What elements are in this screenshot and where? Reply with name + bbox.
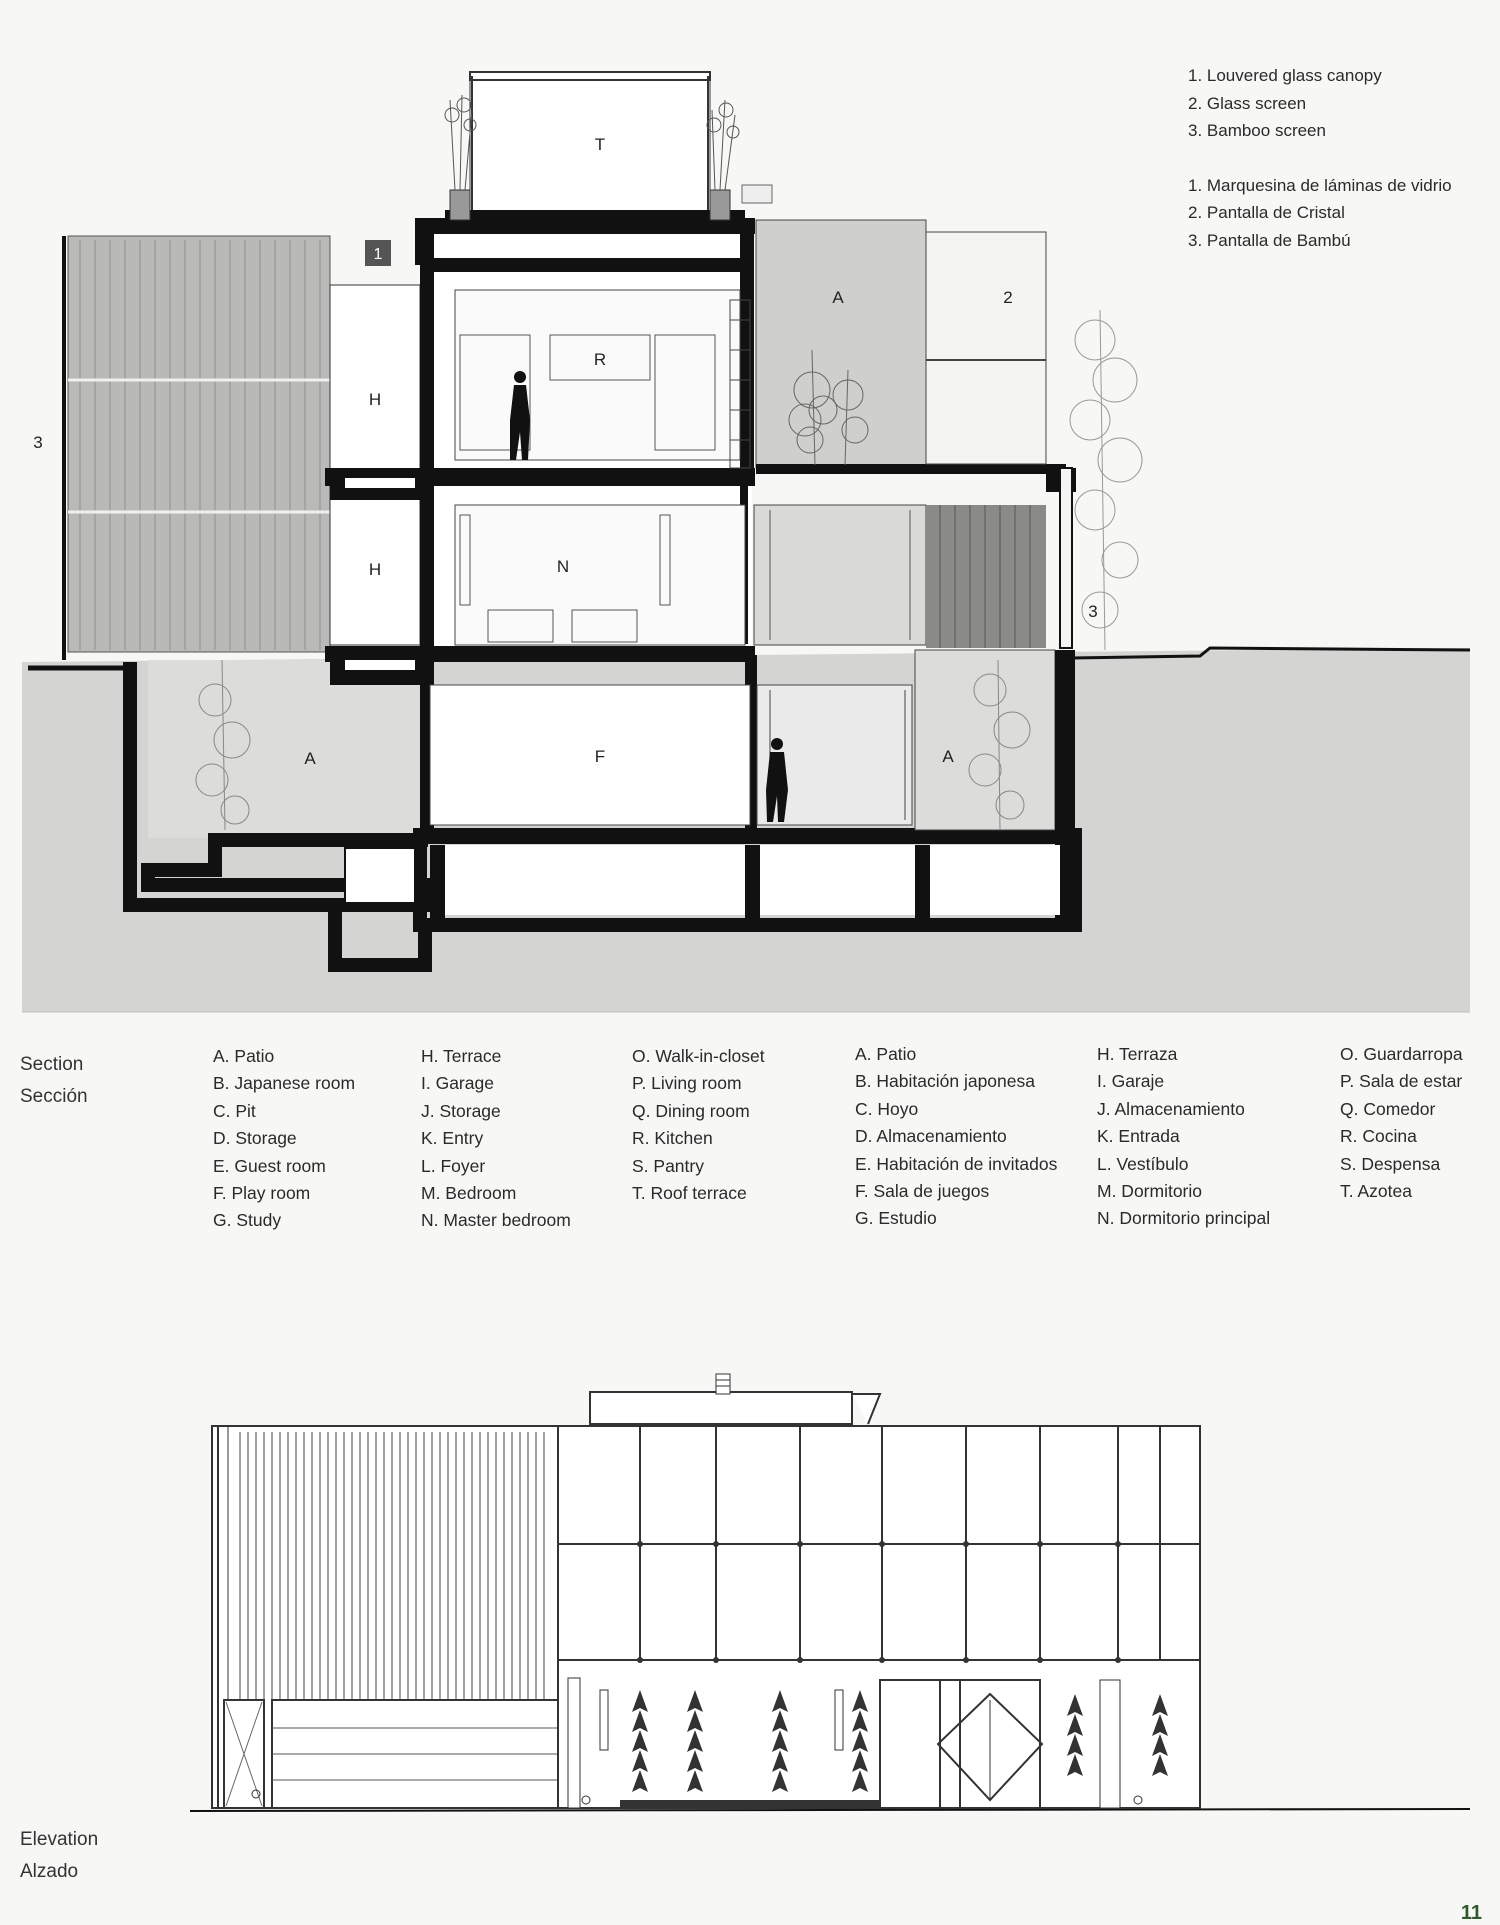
legend-item: J. Almacenamiento xyxy=(1097,1098,1245,1119)
bamboo-screen xyxy=(68,236,330,652)
patio-top xyxy=(756,220,926,468)
legend-item: R. Cocina xyxy=(1340,1126,1417,1147)
legend-item: D. Storage xyxy=(213,1128,297,1149)
legend-item: D. Almacenamiento xyxy=(855,1126,1007,1147)
legend-item: M. Bedroom xyxy=(421,1183,517,1204)
tag-3-left: 3 xyxy=(33,433,43,452)
tag-N: N xyxy=(556,557,570,576)
note-es-1: 1. Marquesina de láminas de vidrio xyxy=(1188,175,1452,195)
tag-A-top: A xyxy=(832,288,844,307)
roof-plant-right xyxy=(707,100,739,190)
elevation-label-en: Elevation xyxy=(20,1829,99,1850)
legend-item: K. Entrada xyxy=(1097,1126,1180,1147)
legend-col-1 xyxy=(213,1043,355,1235)
legend-item: B. Japanese room xyxy=(213,1073,356,1094)
note-es-2: 2. Pantalla de Cristal xyxy=(1188,203,1345,222)
tag-H-upper: H xyxy=(368,390,382,409)
legend-item: C. Pit xyxy=(213,1100,256,1121)
right-tree xyxy=(1070,310,1142,650)
tag-1: 1 xyxy=(373,246,383,263)
note-en-3: 3. Bamboo screen xyxy=(1188,121,1326,140)
legend-item: T. Azotea xyxy=(1340,1181,1412,1202)
legend-item: K. Entry xyxy=(421,1128,484,1149)
legend-item: T. Roof terrace xyxy=(632,1183,747,1204)
legend-item: A. Patio xyxy=(213,1046,275,1066)
legend-item: O. Guardarropa xyxy=(1340,1044,1463,1064)
legend-item: S. Despensa xyxy=(1340,1153,1441,1174)
tag-R: R xyxy=(593,350,607,369)
legend-col-6 xyxy=(1340,1041,1463,1205)
legend-item: H. Terraza xyxy=(1097,1044,1178,1064)
legend-item: O. Walk-in-closet xyxy=(632,1046,765,1066)
note-es-3: 3. Pantalla de Bambú xyxy=(1188,230,1351,250)
legend-item: Q. Dining room xyxy=(632,1100,750,1121)
legend-item: G. Study xyxy=(213,1210,282,1231)
play-room xyxy=(430,685,750,825)
legend-item: C. Hoyo xyxy=(855,1098,919,1119)
legend-item: L. Foyer xyxy=(421,1155,486,1176)
section-label-es: Sección xyxy=(20,1086,88,1107)
note-en-1: 1. Louvered glass canopy xyxy=(1188,66,1382,85)
legend-item: L. Vestíbulo xyxy=(1097,1153,1189,1174)
legend-col-4 xyxy=(855,1041,1057,1233)
tag-H-lower: H xyxy=(368,560,382,579)
legend-col-3 xyxy=(632,1043,765,1207)
tag-A-right: A xyxy=(942,747,954,766)
note-en-2: 2. Glass screen xyxy=(1188,93,1307,113)
tag-2: 2 xyxy=(1003,288,1013,307)
elevation-drawing xyxy=(0,1360,1500,1840)
elevation-ground-line xyxy=(190,1809,1470,1811)
legend-item: J. Storage xyxy=(421,1100,501,1121)
legend-item: E. Habitación de invitados xyxy=(855,1153,1058,1174)
legend-item: M. Dormitorio xyxy=(1097,1181,1203,1202)
page-number: 11 xyxy=(1460,1902,1482,1924)
legend-item: I. Garage xyxy=(421,1073,494,1094)
elevation-label-es: Alzado xyxy=(20,1861,79,1882)
legend-item: S. Pantry xyxy=(632,1155,704,1176)
legend-item: H. Terrace xyxy=(421,1046,502,1066)
legend-item: F. Sala de juegos xyxy=(855,1181,990,1202)
tag-3-right: 3 xyxy=(1088,602,1098,621)
elevation-title xyxy=(20,1824,98,1888)
legend-item: P. Living room xyxy=(632,1073,742,1094)
legend-item: F. Play room xyxy=(213,1183,311,1204)
legend-item: B. Habitación japonesa xyxy=(855,1071,1035,1092)
legend-col-2 xyxy=(421,1043,571,1235)
tag-T: T xyxy=(594,135,606,154)
legend-item: A. Patio xyxy=(855,1044,917,1064)
legend-item: E. Guest room xyxy=(213,1155,326,1176)
legend-item: N. Dormitorio principal xyxy=(1097,1208,1271,1229)
legend-item: R. Kitchen xyxy=(632,1128,713,1149)
legend-item: G. Estudio xyxy=(855,1208,937,1229)
bamboo-block xyxy=(926,505,1046,648)
section-label-en: Section xyxy=(20,1054,84,1075)
tag-A-left: A xyxy=(304,749,316,768)
legend-col-5 xyxy=(1097,1041,1270,1233)
legend-item: N. Master bedroom xyxy=(421,1210,571,1231)
legend-item: I. Garaje xyxy=(1097,1071,1165,1092)
tag-F: F xyxy=(594,747,606,766)
legend-item: P. Sala de estar xyxy=(1340,1071,1463,1092)
patio-right xyxy=(915,650,1055,830)
patio-left xyxy=(148,660,428,838)
section-title xyxy=(20,1049,88,1113)
roof-terrace xyxy=(470,76,710,218)
legend-item: Q. Comedor xyxy=(1340,1098,1436,1119)
